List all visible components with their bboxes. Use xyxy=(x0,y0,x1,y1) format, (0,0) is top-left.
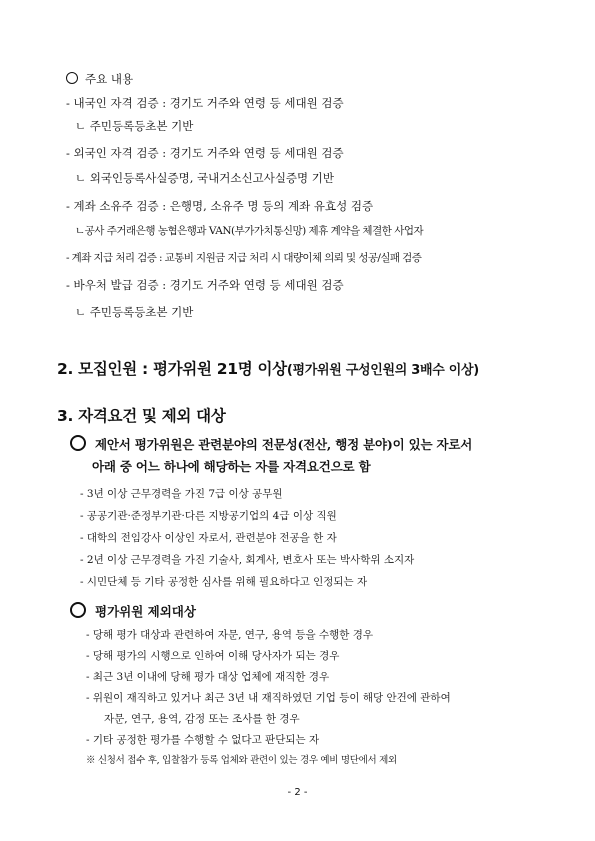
list-item: - 외국인 자격 검증 : 경기도 거주와 연령 등 세대원 검증 xyxy=(66,146,344,160)
list-item: - 당해 평가 대상과 관련하여 자문, 연구, 용역 등을 수행한 경우 xyxy=(86,629,374,641)
list-item: - 바우처 발급 검증 : 경기도 거주와 연령 등 세대원 검증 xyxy=(66,278,344,292)
main-content-title: 주요 내용 xyxy=(66,71,133,87)
list-item: - 3년 이상 근무경력을 가진 7급 이상 공무원 xyxy=(80,488,283,500)
list-item: - 최근 3년 이내에 당해 평가 대상 업체에 재직한 경우 xyxy=(86,671,330,683)
list-item: - 대학의 전임강사 이상인 자로서, 관련분야 전공을 한 자 xyxy=(80,532,337,544)
list-item: - 계좌 지급 처리 검증 : 교통비 지원금 지급 처리 시 대량이체 의뢰 및 성공/실패 검증 xyxy=(66,252,422,264)
exclusion-title: 평가위원 제외대상 xyxy=(70,602,196,620)
list-item: - 2년 이상 근무경력을 가진 기술사, 회계사, 변호사 또는 박사학위 소지자 xyxy=(80,554,415,566)
list-item: - 시민단체 등 기타 공정한 심사를 위해 필요하다고 인정되는 자 xyxy=(80,576,368,588)
list-item: - 기타 공정한 평가를 수행할 수 없다고 판단되는 자 xyxy=(86,734,320,746)
exclusion-note: ※ 신청서 접수 후, 입찰참가 등록 업체와 관련이 있는 경우 예비 명단에서 제외 xyxy=(86,755,397,766)
section-3-heading: 3. 자격요건 및 제외 대상 xyxy=(57,407,226,425)
list-item: - 공공기관·준정부기관·다른 지방공기업의 4급 이상 직원 xyxy=(80,510,337,522)
circle-bullet-icon xyxy=(70,435,86,451)
list-item: ㄴ공사 주거래은행 농협은행과 VAN(부가가치통신망) 제휴 계약을 체결한 사업자 xyxy=(75,225,424,237)
qualification-line-1: 제안서 평가위원은 관련분야의 전문성(전산, 행정 분야)이 있는 자로서 xyxy=(70,435,472,453)
list-item: ㄴ 주민등록등초본 기반 xyxy=(75,119,194,133)
list-item: ㄴ 주민등록등초본 기반 xyxy=(75,305,194,319)
list-item: ㄴ 외국인등록사실증명, 국내거소신고사실증명 기반 xyxy=(75,171,335,185)
page-number: - 2 - xyxy=(287,787,308,798)
list-item: - 당해 평가의 시행으로 인하여 이해 당사자가 되는 경우 xyxy=(86,650,340,662)
list-item: 자문, 연구, 용역, 감정 또는 조사를 한 경우 xyxy=(104,713,300,725)
qualification-line-2: 아래 중 어느 하나에 해당하는 자를 자격요건으로 함 xyxy=(92,459,371,474)
list-item: - 계좌 소유주 검증 : 은행명, 소유주 명 등의 계좌 유효성 검증 xyxy=(66,199,374,213)
list-item: - 내국인 자격 검증 : 경기도 거주와 연령 등 세대원 검증 xyxy=(66,96,344,110)
section-2-heading: 2. 모집인원 : 평가위원 21명 이상(평가위원 구성인원의 3배수 이상) xyxy=(57,360,479,378)
circle-bullet-icon xyxy=(66,72,78,84)
list-item: - 위원이 재직하고 있거나 최근 3년 내 재직하였던 기업 등이 해당 안건에 관하여 xyxy=(86,692,451,704)
circle-bullet-icon xyxy=(70,602,86,618)
